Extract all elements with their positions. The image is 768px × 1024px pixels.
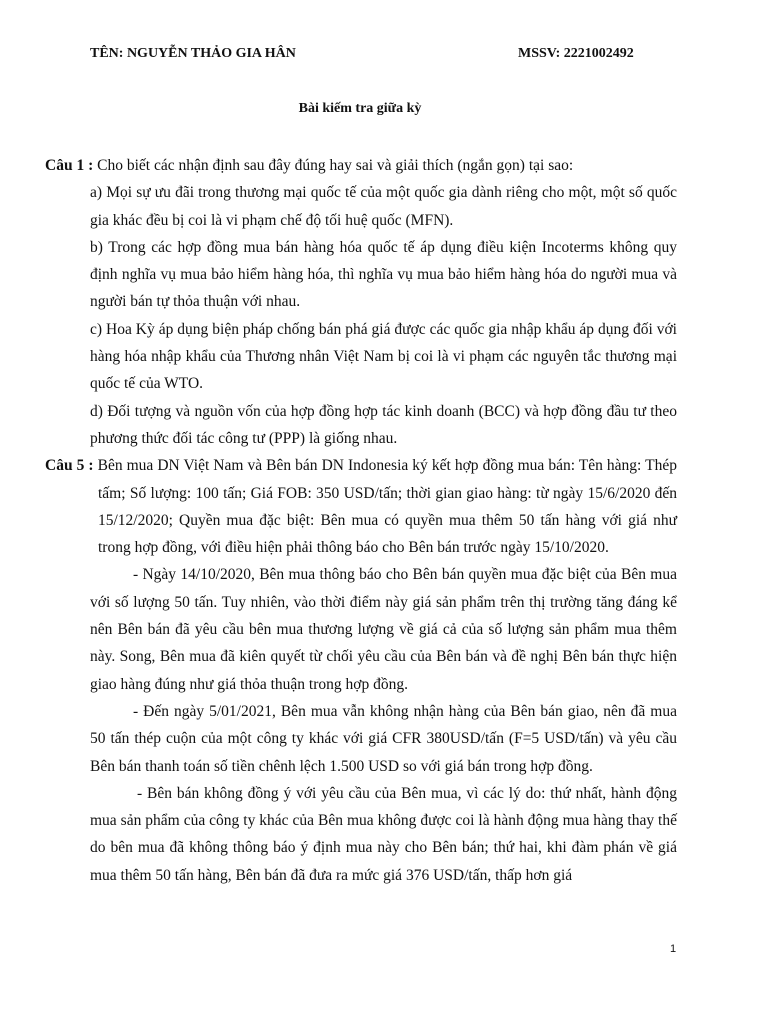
question-1-item-d: d) Đối tượng và nguồn vốn của hợp đồng hợp tác kinh doanh (BCC) và hợp đồng đầu tư theo phương thức đối tác công tư (PPP) là giống nhau. [90, 402, 677, 447]
student-id: MSSV: 2221002492 [518, 46, 634, 61]
question-1-intro [45, 152, 677, 179]
page-title: Bài kiếm tra giữa kỳ [298, 101, 422, 116]
question-1-item-c: c) Hoa Kỳ áp dụng biện pháp chống bán phá giá được các quốc gia nhập khẩu áp dụng đối với hàng hóa nhập khẩu của Thương nhân Việt Nam bị coi là vi phạm các nguyên tắc thương mại quốc tế của WTO. [90, 320, 677, 393]
question-5-paragraph-3: - Bên bán không đồng ý với yêu cầu của Bên mua, vì các lý do: thứ nhất, hành động mua sản phẩm của công ty khác của Bên mua không được coi là hành động mua hàng thay thế do bên mua đã không thông báo ý định mua này cho Bên bán; thứ hai, khi đàm phán về giá mua thêm 50 tấn hàng, Bên bán đã đưa ra mức giá 376 USD/tấn, thấp hơn giá [90, 784, 677, 884]
student-name: TÊN: NGUYỄN THẢO GIA HÂN [90, 46, 296, 61]
question-5-paragraph-2: - Đến ngày 5/01/2021, Bên mua vẫn không nhận hàng của Bên bán giao, nên đã mua 50 tấn thép cuộn của một công ty khác với giá CFR 380USD/tấn (F=5 USD/tấn) và yêu cầu Bên bán thanh toán số tiền chênh lệch 1.500 USD so với giá bán trong hợp đồng. [90, 702, 677, 775]
question-1-item-b: b) Trong các hợp đồng mua bán hàng hóa quốc tế áp dụng điều kiện Incoterms không quy định nghĩa vụ mua bảo hiểm hàng hóa, thì nghĩa vụ mua bảo hiểm hàng hóa do người mua và người bán tự thỏa thuận với nhau. [90, 238, 677, 311]
question-5-paragraph-1: - Ngày 14/10/2020, Bên mua thông báo cho Bên bán quyền mua đặc biệt của Bên mua với số lượng 50 tấn. Tuy nhiên, vào thời điểm này giá sản phẩm trên thị trường tăng đáng kể nên Bên bán đã yêu cầu bên mua thương lượng về giá cả của số lượng sản phẩm mua thêm này. Song, Bên mua đã kiên quyết từ chối yêu cầu của Bên bán và đề nghị Bên bán thực hiện giao hàng đúng như giá thỏa thuận trong hợp đồng. [90, 566, 677, 693]
page-number: 1 [670, 943, 677, 955]
question-1-item-a: a) Mọi sự ưu đãi trong thương mại quốc tế của một quốc gia dành riêng cho một, một số quốc gia khác đều bị coi là vi phạm chế độ tối huệ quốc (MFN). [90, 184, 677, 229]
question-1-label: Câu 1 : [45, 157, 94, 174]
question-5-prompt: Bên mua DN Việt Nam và Bên bán DN Indonesia ký kết hợp đồng mua bán: Tên hàng: Thép tấm; Số lượng: 100 tấn; Giá FOB: 350 USD/tấn; thời gian giao hàng: từ ngày 15/6/2020 đến 15/12/2020; Quyền mua đặc biệt: Bên mua có quyền mua thêm 50 tấn hàng với giá như trong hợp đồng, với điều hiện phải thông báo cho Bên bán trước ngày 15/10/2020. [93, 457, 677, 557]
question-5-intro [45, 452, 677, 561]
question-5-label: Câu 5 : [45, 457, 94, 475]
document-body [45, 152, 677, 889]
question-1-prompt: Cho biết các nhận định sau đây đúng hay sai và giải thích (ngắn gọn) tại sao: [93, 157, 574, 174]
